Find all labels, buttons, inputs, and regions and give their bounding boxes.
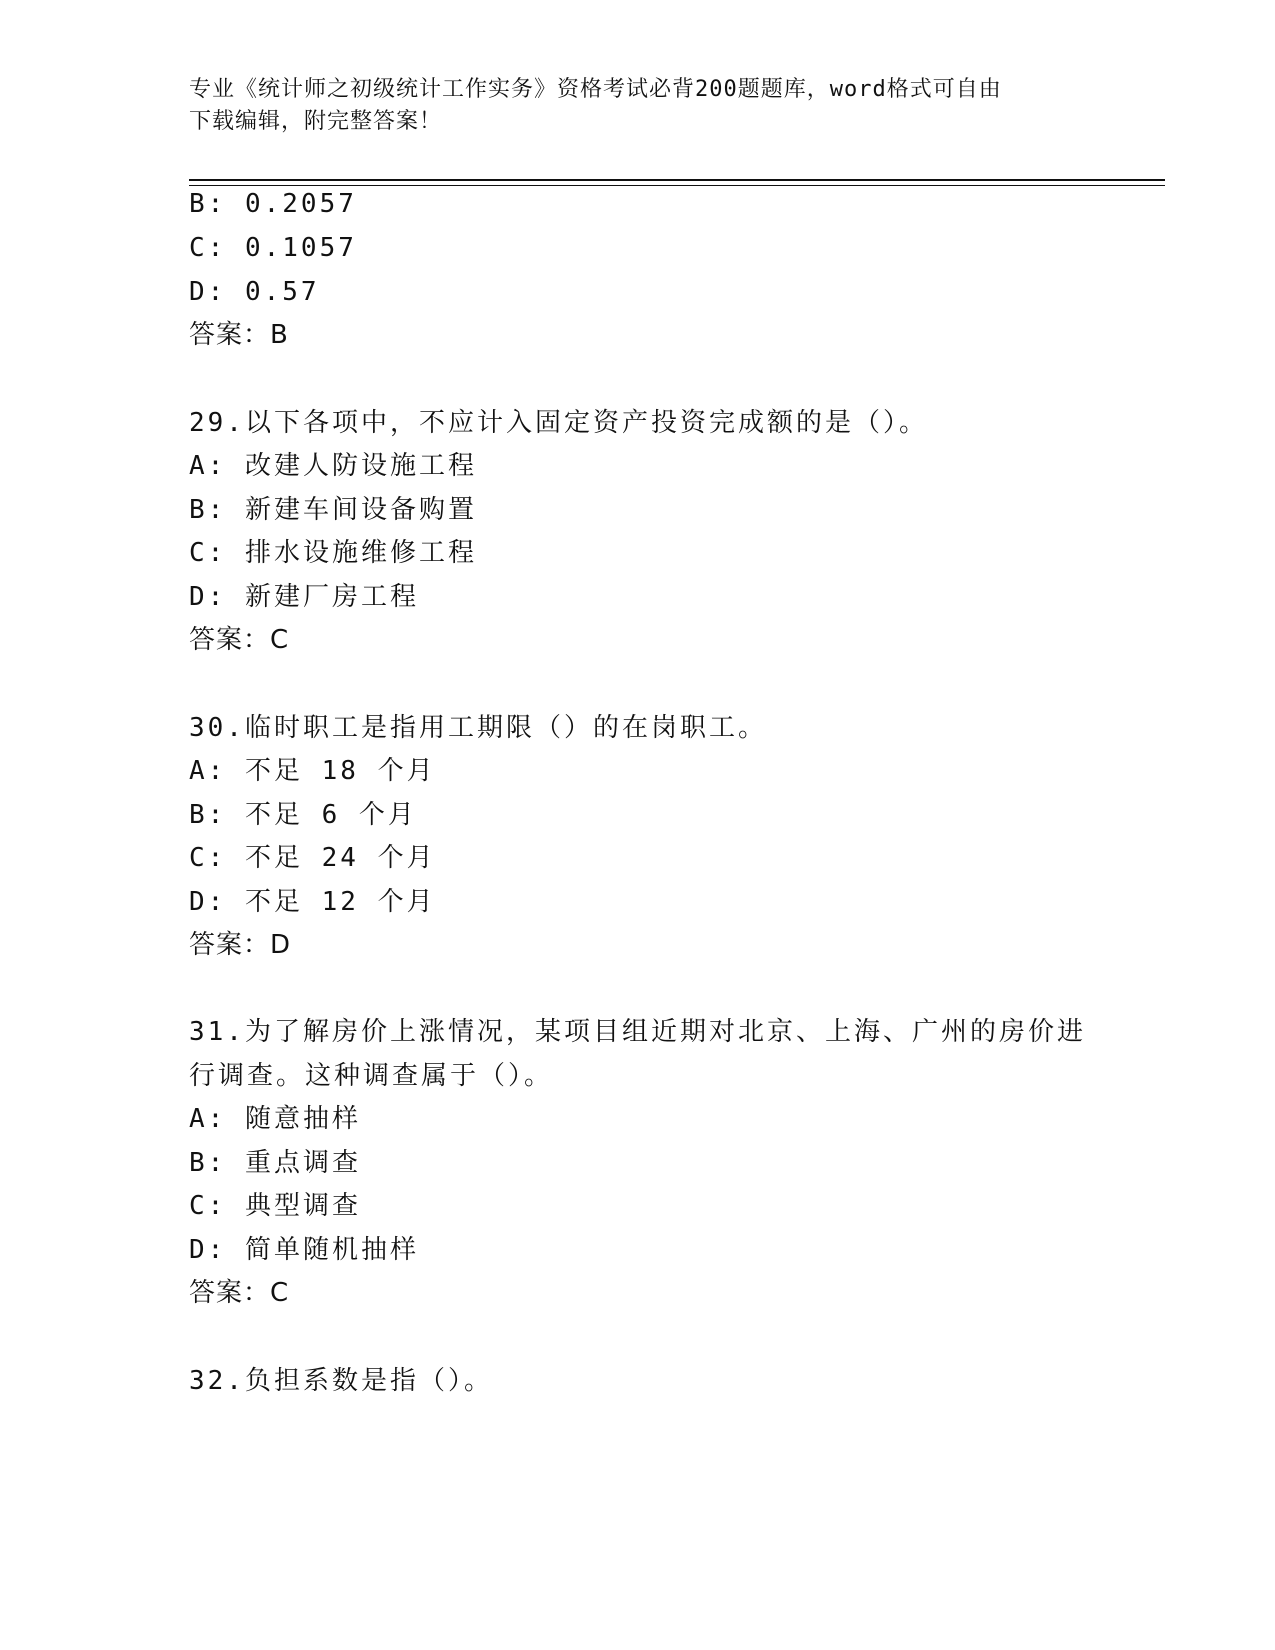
option-a: A: 不足 18 个月 bbox=[189, 756, 436, 786]
option-c: C: 0.1057 bbox=[189, 233, 357, 263]
option-d: D: 0.57 bbox=[189, 277, 320, 307]
question-stem-line-2: 行调查。这种调查属于（）。 bbox=[189, 1061, 554, 1091]
option-d: D: 简单随机抽样 bbox=[189, 1235, 419, 1265]
option-b: B: 不足 6 个月 bbox=[189, 800, 417, 830]
option-d: D: 不足 12 个月 bbox=[189, 887, 436, 917]
option-b: B: 0.2057 bbox=[189, 189, 357, 219]
question-stem-line-1: 31.为了解房价上涨情况，某项目组近期对北京、上海、广州的房价进 bbox=[189, 1017, 1086, 1047]
question-stem: 30.临时职工是指用工期限（）的在岗职工。 bbox=[189, 713, 767, 743]
question-stem: 32.负担系数是指（）。 bbox=[189, 1366, 493, 1396]
question-stem: 29.以下各项中，不应计入固定资产投资完成额的是（）。 bbox=[189, 408, 928, 438]
option-c: C: 典型调查 bbox=[189, 1191, 361, 1221]
answer-line: 答案：C bbox=[189, 1278, 290, 1308]
option-c: C: 不足 24 个月 bbox=[189, 843, 436, 873]
header-divider-thin bbox=[189, 185, 1165, 186]
document-header bbox=[189, 74, 1089, 138]
option-d: D: 新建厂房工程 bbox=[189, 582, 419, 612]
answer-line: 答案：B bbox=[189, 320, 289, 350]
option-b: B: 重点调查 bbox=[189, 1148, 361, 1178]
answer-line: 答案：C bbox=[189, 625, 290, 655]
option-a: A: 随意抽样 bbox=[189, 1104, 361, 1134]
header-line-1: 专业《统计师之初级统计工作实务》资格考试必背200题题库，word格式可自由 bbox=[189, 77, 1002, 102]
header-line-2: 下载编辑，附完整答案！ bbox=[189, 109, 443, 134]
header-divider-thick bbox=[189, 179, 1165, 181]
answer-line: 答案：D bbox=[189, 930, 292, 960]
option-c: C: 排水设施维修工程 bbox=[189, 538, 477, 568]
option-b: B: 新建车间设备购置 bbox=[189, 495, 477, 525]
option-a: A: 改建人防设施工程 bbox=[189, 451, 477, 481]
